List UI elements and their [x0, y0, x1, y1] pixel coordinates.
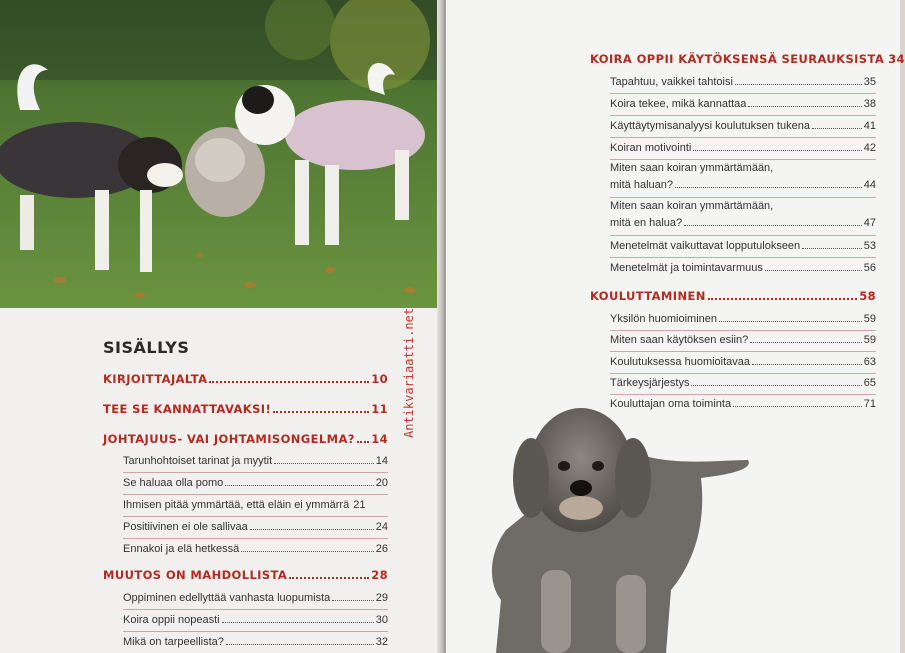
entry-label: Tarunhohtoiset tarinat ja myytit [123, 455, 273, 467]
entry-label: Koulutuksessa huomioitavaa [610, 356, 751, 368]
entry-page: 44 [863, 179, 876, 191]
dot-leader [708, 298, 857, 300]
toc-entry[interactable] [123, 497, 388, 514]
divider [123, 516, 388, 517]
toc-entry[interactable] [610, 311, 876, 328]
dot-leader [691, 385, 861, 386]
watermark-text: Antikvariaatti.net [402, 307, 416, 438]
dot-leader [684, 225, 862, 226]
entry-label: Koira oppii nopeasti [123, 614, 220, 626]
dot-leader [357, 441, 369, 443]
curly-dog-photo [486, 400, 756, 653]
dot-leader [812, 128, 862, 129]
entry-page: 42 [863, 142, 876, 154]
toc-section-muutos[interactable] [103, 568, 388, 582]
toc-entry[interactable] [123, 519, 388, 536]
entry-page: 24 [375, 521, 388, 533]
section-label: TEE SE KANNATTAVAKSI! [103, 402, 272, 416]
entry-label: Kouluttajan oma toiminta [610, 398, 732, 410]
entry-page: 47 [863, 217, 876, 229]
toc-entry[interactable] [610, 354, 876, 371]
dot-leader [802, 248, 862, 249]
entry-label: Miten saan koiran ymmärtämään, [610, 200, 774, 212]
entry-page: 63 [863, 356, 876, 368]
entry-page: 20 [375, 477, 388, 489]
entry-page: 14 [375, 455, 388, 467]
entry-page: 71 [863, 398, 876, 410]
section-page: 28 [371, 568, 388, 582]
entry-label: Käyttäytymisanalyysi koulutuksen tukena [610, 120, 810, 132]
entry-page: 29 [375, 592, 388, 604]
divider [123, 609, 388, 610]
entry-page: 59 [863, 334, 876, 346]
dot-leader [750, 342, 862, 343]
entry-label: Se haluaa olla pomo [123, 477, 224, 489]
dot-leader [274, 463, 374, 464]
toc-section-tee-se-kannattavaksi[interactable] [103, 402, 388, 416]
toc-section-koira-oppii[interactable] [590, 52, 905, 66]
dot-leader [273, 411, 369, 413]
section-page: 10 [371, 372, 388, 386]
toc-section-kouluttaminen[interactable] [590, 289, 876, 303]
entry-label-line2: mitä en halua? [610, 217, 683, 229]
dot-leader [332, 600, 373, 601]
dot-leader [748, 106, 861, 107]
section-page: 34 [888, 52, 905, 66]
toc-entry[interactable] [123, 475, 388, 492]
toc-section-johtajuus[interactable] [103, 432, 388, 446]
toc-entry[interactable] [123, 612, 388, 629]
entry-page: 56 [863, 262, 876, 274]
dot-leader [735, 84, 862, 85]
entry-label: Miten saan koiran ymmärtämään, [610, 162, 774, 174]
dot-leader [209, 381, 369, 383]
toc-entry[interactable] [610, 375, 876, 392]
divider [123, 472, 388, 473]
divider [610, 137, 876, 138]
dot-leader [226, 644, 374, 645]
entry-label: Koiran motivointi [610, 142, 692, 154]
dot-leader [241, 551, 374, 552]
entry-label: Tapahtuu, vaikkei tahtoisi [610, 76, 733, 88]
divider [610, 257, 876, 258]
dot-leader [752, 364, 862, 365]
entry-label-line2: mitä haluan? [610, 179, 673, 191]
entry-label: Menetelmät vaikuttavat lopputulokseen [610, 240, 801, 252]
entry-page: 59 [863, 313, 876, 325]
left-page [0, 0, 441, 653]
divider [610, 373, 876, 374]
entry-page: 38 [863, 98, 876, 110]
toc-entry[interactable] [610, 118, 876, 135]
divider [610, 93, 876, 94]
toc-entry[interactable] [610, 74, 876, 91]
toc-entry[interactable] [123, 590, 388, 607]
section-label: KIRJOITTAJALTA [103, 372, 208, 386]
toc-entry[interactable] [123, 453, 388, 470]
entry-label: Miten saan käytöksen esiin? [610, 334, 749, 346]
divider [610, 351, 876, 352]
dot-leader [719, 321, 862, 322]
entry-label: Menetelmät ja toimintavarmuus [610, 262, 763, 274]
entry-page: 65 [863, 377, 876, 389]
section-label: MUUTOS ON MAHDOLLISTA [103, 568, 288, 582]
toc-entry[interactable] [610, 198, 876, 232]
entry-page: 35 [863, 76, 876, 88]
entry-label: Positiivinen ei ole sallivaa [123, 521, 248, 533]
dot-leader [693, 150, 861, 151]
entry-page: 21 [353, 499, 366, 511]
contents-title: SISÄLLYS [103, 338, 190, 357]
entry-label: Koira tekee, mikä kannattaa [610, 98, 747, 110]
dogs-photo [0, 0, 441, 308]
toc-entry[interactable] [610, 160, 876, 194]
entry-label: Yksilön huomioiminen [610, 313, 717, 325]
divider [123, 494, 388, 495]
divider [610, 235, 876, 236]
section-page: 14 [371, 432, 388, 446]
divider [123, 631, 388, 632]
dot-leader [225, 485, 373, 486]
dot-leader [289, 577, 369, 579]
divider [610, 115, 876, 116]
toc-section-kirjoittajalta[interactable] [103, 372, 388, 386]
section-label: JOHTAJUUS- VAI JOHTAMISONGELMA? [103, 432, 355, 446]
toc-entry[interactable] [123, 541, 388, 558]
entry-page: 30 [375, 614, 388, 626]
toc-entry[interactable] [610, 260, 876, 277]
entry-label: Ennakoi ja elä hetkessä [123, 543, 240, 555]
watermark [398, 307, 424, 440]
entry-page: 41 [863, 120, 876, 132]
entry-label: Ihmisen pitää ymmärtää, että eläin ei ymmärrä [123, 499, 350, 511]
divider [123, 538, 388, 539]
entry-page: 32 [375, 636, 388, 648]
toc-entry[interactable] [123, 634, 388, 651]
dot-leader [675, 187, 862, 188]
entry-page: 26 [375, 543, 388, 555]
dot-leader [765, 270, 862, 271]
divider [610, 394, 876, 395]
toc-entry[interactable] [610, 238, 876, 255]
section-label: KOIRA OPPII KÄYTÖKSENSÄ SEURAUKSISTA [590, 52, 885, 66]
toc-entry[interactable] [610, 332, 876, 349]
divider [610, 330, 876, 331]
entry-label: Oppiminen edellyttää vanhasta luopumista [123, 592, 331, 604]
entry-page: 53 [863, 240, 876, 252]
dot-leader [250, 529, 374, 530]
section-page: 58 [859, 289, 876, 303]
right-page [446, 0, 905, 653]
dot-leader [222, 622, 374, 623]
entry-label: Mikä on tarpeellista? [123, 636, 224, 648]
toc-entry[interactable] [610, 96, 876, 113]
section-page: 11 [371, 402, 388, 416]
section-label: KOULUTTAMINEN [590, 289, 706, 303]
toc-entry[interactable] [610, 140, 876, 157]
entry-label: Tärkeysjärjestys [610, 377, 690, 389]
